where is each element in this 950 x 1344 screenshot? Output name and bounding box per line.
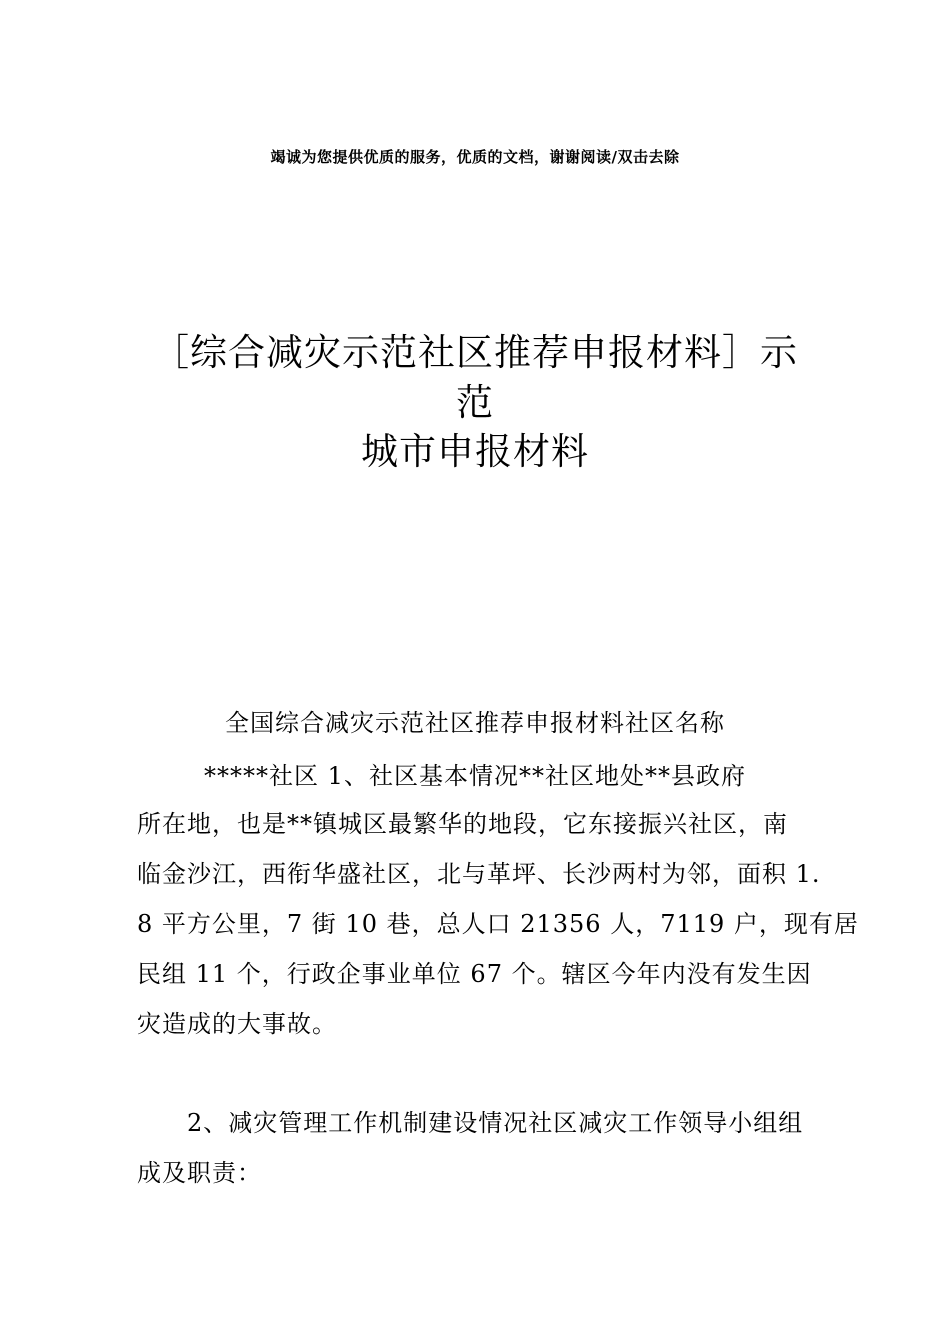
body-line-3: 所在地，也是**镇城区最繁华的地段，它东接振兴社区，南 xyxy=(137,810,788,838)
header-note: 竭诚为您提供优质的服务，优质的文档，谢谢阅读/双击去除 xyxy=(270,148,680,166)
document-title-line-3: 城市申报材料 xyxy=(361,430,589,473)
body-line-7: 灾造成的大事故。 xyxy=(137,1010,337,1038)
body-line-1: 全国综合减灾示范社区推荐申报材料社区名称 xyxy=(225,709,725,737)
document-title-line-1: ［综合减灾示范社区推荐申报材料］示 xyxy=(152,331,798,374)
document-title-line-2: 范 xyxy=(456,381,494,424)
body-line-4: 临金沙江，西衔华盛社区，北与革坪、长沙两村为邻，面积 1. xyxy=(137,860,821,888)
body-line-6: 民组 11 个，行政企事业单位 67 个。辖区今年内没有发生因 xyxy=(137,960,812,988)
body-line-8: 2、减灾管理工作机制建设情况社区减灾工作领导小组组 xyxy=(187,1109,804,1137)
body-line-2: *****社区 1、社区基本情况**社区地处**县政府 xyxy=(204,762,746,790)
body-line-9: 成及职责： xyxy=(137,1159,262,1187)
body-line-5: 8 平方公里，7 街 10 巷，总人口 21356 人，7119 户，现有居 xyxy=(137,910,859,938)
